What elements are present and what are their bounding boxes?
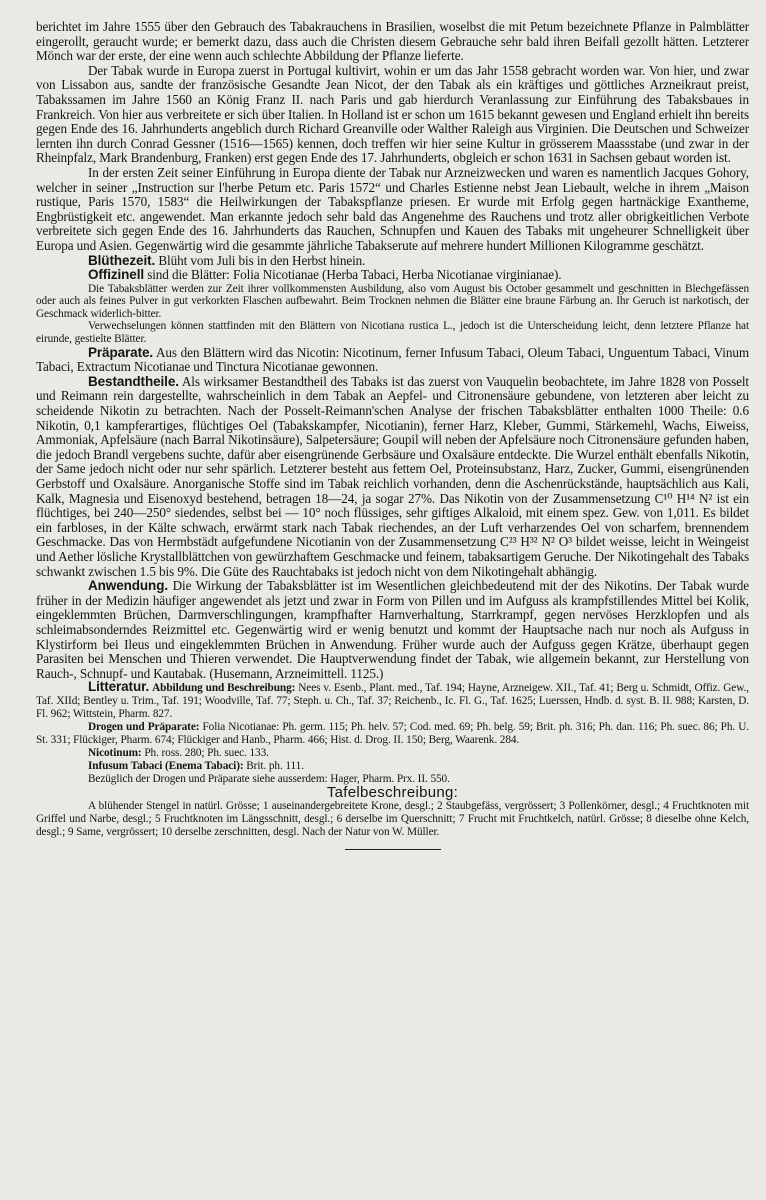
section-praeparate <box>36 346 749 375</box>
section-bestandtheile <box>36 375 749 579</box>
litteratur-sub-drogen: Drogen und Präparate: <box>88 721 200 734</box>
heading-litteratur: Litteratur. <box>88 679 150 695</box>
tafel-description: A blühender Stengel in natürl. Grösse; 1 auseinandergebreitete Krone, desgl.; 2 Staubgefäss, vergrössert; 3 Pollenkörner, desgl.; 4 Fruchtknoten mit Griffel und Narbe, desgl.; 5 Fruchtknoten im Längsschnitt, desgl.; 6 derselbe im Querschnitt; 7 Frucht mit Fruchtkelch, natürl. Grösse; 8 dieselbe ohne Kelch, desgl.; 9 Same, vergrössert; 10 derselbe zerschnitten, desgl. Nach der Natur von W. Müller. <box>36 800 749 838</box>
section-offizinell <box>36 268 749 283</box>
heading-bluethezeit: Blüthezeit. <box>88 252 156 268</box>
litteratur-infusum <box>36 760 749 773</box>
litteratur-infusum-refs: Brit. ph. 111. <box>246 759 304 772</box>
tafel-title: Tafelbeschreibung: <box>326 783 459 801</box>
litteratur-nicotinum <box>36 747 749 760</box>
heading-bestandtheile: Bestandtheile. <box>88 373 179 389</box>
section-anwendung <box>36 579 749 681</box>
text-praeparate: Aus den Blättern wird das Nicotin: Nicotinum, ferner Infusum Tabaci, Oleum Tabaci, Unguentum Tabaci, Vinum Tabaci, Extractum Nicotianae und Tinctura Nicotianae gewonnen. <box>36 344 749 375</box>
text-anwendung: Die Wirkung der Tabaksblätter ist im Wesentlichen gleichbedeutend mit der des Nikotins. Der Tabak wurde früher in der Medizin häufiger angewendet als jetzt und zwar in Form von Pillen und im Aufguss als krampfstillendes Mittel bei Kolik, eingeklemmten Brüchen, Darmverschlingungen, krampfhafter Harnverhaltung, Starrkrampf, gegen nervöses Herzklopfen und als schleimabsonderndes Reizmittel etc. Gegenwärtig wird er wenig benutzt und kommt der Hauptsache nach nur noch als Aufguss in Klystirform bei Ileus und eingeklemmten Brüchen in Anwendung. Früher wurde auch der Aufguss gegen Krätze, überhaupt gegen Parasiten bei Menschen und Thieren verwendet. Die Hauptverwendung findet der Tabak, wie allgemein bekannt, zur Herstellung von Rauch-, Schnupf- und Kautabak. (Husemann, Arzneimittell. 1125.) <box>36 578 749 681</box>
litteratur-abbildung <box>36 681 749 721</box>
paragraph-history-europe: Der Tabak wurde in Europa zuerst in Portugal kultivirt, wohin er um das Jahr 1558 gebracht worden war. Von hier, und zwar von Lissabon aus, sandte der französische Gesandte Jean Nicot, der den Tabak als ein kräftiges und göttliches Arzneikraut preist, Tabakssamen im Jahre 1560 an König Franz II. nach Paris und gab hierdurch Veranlassung zur Einführung des Tabaksbaues in Frankreich. Von hier aus verbreitete er sich über Italien. In Holland ist er schon um 1615 bekannt gewesen und England erhielt ihn bereits gegen Ende des 16. Jahrhunderts angeblich durch Richard Greanville oder Walther Raleigh aus Virginien. Die Deutschen und Schweizer lernten ihn durch Conrad Gessner (1516—1565) kennen, doch treffen wir hier seine Kultur in grösserem Maassstabe (und zwar in der Rheinpfalz, Mark Brandenburg, Franken) erst gegen Ende des 17. Jahrhunderts, obgleich er schon 1631 in Sachsen gebaut worden ist. <box>36 62 750 166</box>
litteratur-sub-abbildung: Abbildung und Beschreibung: <box>152 682 296 695</box>
note-confusion: Verwechselungen können stattfinden mit den Blättern von Nicotiana rustica L., jedoch ist die Unterscheidung leicht, denn letztere Pflanze hat eirunde, gestielte Blätter. <box>36 320 749 346</box>
text-bluethezeit: Blüht vom Juli bis in den Herbst hinein. <box>158 252 366 268</box>
closing-rule <box>345 849 441 850</box>
litteratur-infusum-label: Infusum Tabaci (Enema Tabaci): <box>88 759 244 772</box>
paragraph-history-medicine: In der ersten Zeit seiner Einführung in Europa diente der Tabak nur Arzneizwecken und waren es namentlich Jacques Gohory, welcher in seiner „Instruction sur l'herbe Petum etc. Paris 1572“ und Charles Estienne nebst Jean Liebault, welche in ihrem „Maison rustique, Paris 1570, 1583“ die Heilwirkungen der Tabakspflanze priesen. Er wurde mit Erfolg gegen hartnäckige Exantheme, Engbrüstigkeit etc. angewendet. Man erkannte jedoch sehr bald das Angenehme des Rauchens und trotz aller obrigkeitlichen Verbote verbreitete sich gegen Ende des 16. Jahrhunderts das Rauchen, Schnupfen und Kauen des Tabaks mit ungeheurer Schnelligkeit über Europa und Asien. Gegenwärtig wird die gesammte jährliche Tabakserute auf mehrere hundert Millionen Kilogramme geschätzt. <box>36 164 749 253</box>
litteratur-drogen <box>36 721 749 747</box>
heading-anwendung: Anwendung. <box>88 578 168 594</box>
litteratur-hager: Bezüglich der Drogen und Präparate siehe ausserdem: Hager, Pharm. Prx. II. 550. <box>88 772 450 785</box>
litteratur-abbildung-refs: Nees v. Esenb., Plant. med., Taf. 194; Hayne, Arzneigew. XII., Taf. 41; Berg u. Schmidt, Offiz. Gew., Taf. XIId; Bentley u. Trim., Taf. 191; Woodville, Taf. 77; Steph. u. Ch., Taf. 37; Reichenb., Ic. Fl. G., Taf. 1625; Luerssen, Hndb. d. syst. B. II. 988; Karsten, D. Fl. 962; Wittstein, Pharm. 827. <box>36 682 749 721</box>
heading-praeparate: Präparate. <box>88 344 154 360</box>
note-collection: Die Tabaksblätter werden zur Zeit ihrer vollkommensten Ausbildung, also vom August bis October gesammelt und geschnitten in Blechgefässen oder auch als feines Pulver in gut verkorkten Flaschen aufbewahrt. Beim Trocknen nehmen die Blätter eine braune Färbung an. Ihr Geruch ist narkotisch, der Geschmack widerlich-bitter. <box>36 282 749 320</box>
litteratur-nicotinum-refs: Ph. ross. 280; Ph. suec. 133. <box>144 746 269 759</box>
litteratur-drogen-refs: Folia Nicotianae: Ph. germ. 115; Ph. helv. 57; Cod. med. 69; Ph. belg. 59; Brit. ph. 316; Ph. dan. 116; Ph. suec. 86; Ph. U. St. 331; Flückiger, Pharm. 674; Flückiger and Hanb., Pharm. 466; Hist. d. Drog. II. 150; Berg, Waarenk. 284. <box>36 721 749 746</box>
document-body <box>36 20 749 850</box>
heading-offizinell: Offizinell <box>88 267 144 283</box>
paragraph-history-brasil: berichtet im Jahre 1555 über den Gebrauch des Tabakrauchens in Brasilien, woselbst die mit Petum bezeichnete Pflanze in Palmblätter eingerollt, geraucht wurde; er bemerkt dazu, dass auch die Christen diesem Gebrauche sehr bald ihren Beifall gezollt hätten. Letzterer Mönch war der erste, der eine wenn auch schlechte Abbildung der Pflanze lieferte. <box>36 19 749 64</box>
litteratur-nicotinum-label: Nicotinum: <box>88 746 142 759</box>
text-offizinell: sind die Blätter: Folia Nicotianae (Herba Tabaci, Herba Nicotianae virginianae). <box>147 267 562 283</box>
text-bestandtheile: Als wirksamer Bestandtheil des Tabaks ist das zuerst von Vauquelin beobachtete, im Jahre 1828 von Posselt und Reimann rein dargestellte, wahrscheinlich in dem Tabak an Aepfel- und Citronensäure gebundene, von letzteren aber leicht zu scheidende Nikotin zu betrachten. Nach der Posselt-Reimann'schen Analyse der frischen Tabaksblätter enthalten 1000 Theile: 0.6 Nikotin, 0,1 kampferartiges, flüchtiges Oel (Tabakskampfer, Nicotianin), ferner Harz, Kleber, Gummi, Stärkemehl, Wachs, Eiweiss, Ammoniak, Apfelsäure (nach Barral Nikotinsäure), Salpetersäure; Goupil will neben der Apfelsäure noch Citronensäure gefunden haben, die jedoch Brandl vergebens suchte, dafür aber eisengrünende Gerbsäure und Oxalsäure entdeckte. Die Wurzel enthält ebenfalls Nikotin, der Same jedoch nicht oder nur sehr spärlich. Letzterer besteht aus fettem Oel, Proteinsubstanz, Harz, Zucker, Gummi, eisengrünenden Gerbstoff und Oxalsäure. Anorganische Stoffe sind im Tabak reichlich vorhanden, denn die Aschenrückstände, hauptsächlich aus Kali, Kalk, Magnesia und Eisenoxyd bestehend, betragen 18—24, ja sogar 27%. Das Nikotin von der Zusammensetzung C¹⁰ H¹⁴ N² ist ein flüchtiges, bei 240—250° siedendes, selbst bei — 10° noch flüssiges, sehr giftiges Alkaloid, mit einem spez. Gew. von 1,011. Es bildet ein farbloses, in der Kälte schwach, erwärmt stark nach Tabak riechendes, an der Luft verharzendes Oel von scharfem, brennendem Geschmacke. Das von Hermbstädt aufgefundene Nicotianin von der Zusammensetzung C²³ H³² N² O³ bildet weisse, leicht in Weingeist und Aether lösliche Krystallblättchen von gewürzhaftem Geschmacke und feinem, tabaksartigem Geruche. Der Nikotingehalt des Tabaks schwankt zwischen 1.5 bis 9%. Die Güte des Rauchtabaks ist jedoch nicht von dem Nikotingehalt abhängig. <box>36 373 749 579</box>
section-bluethezeit <box>36 254 749 269</box>
